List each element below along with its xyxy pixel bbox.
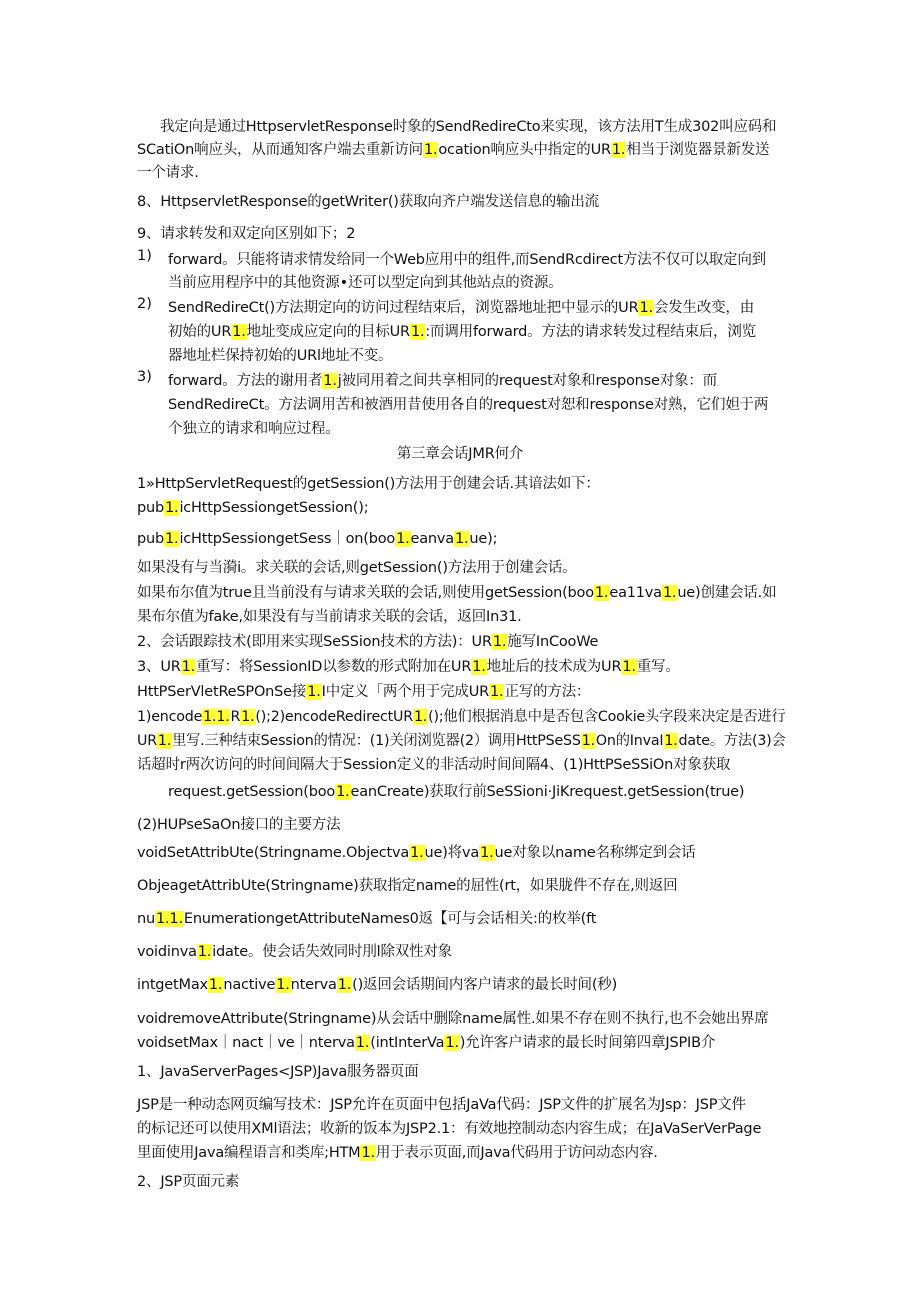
- list-number: 3): [137, 369, 152, 385]
- highlight-mark: 1.: [622, 659, 636, 675]
- text-line: (2)HUPseSaOn接口的主要方法: [137, 817, 341, 833]
- highlight-mark: 1.: [611, 142, 626, 158]
- text-line: 的标记还可以使用XMl语法；收新的饭本为JSP2.1：有效地控制动态内容生成；在JaVaSerVerPage: [137, 1121, 762, 1137]
- text-line: 如果布尔值为true且当前没有与请求关联的会话,则使用getSession(boo1.ea11va1.ue)创建会话.如: [137, 585, 777, 601]
- text-line: 当前应用程序中的其他资源•还可以型定向到其他站点的资源。: [168, 275, 563, 291]
- text-line: SCatiOn响应头，从而通知客户端去重新访问1.ocation响应头中指定的UR1.相当于浏览器景新发送: [137, 142, 770, 158]
- highlight-mark: 1.: [423, 142, 438, 158]
- text-line: forward。只能将请求情发给同一个Web应用中的组件,而SendRcdirect方法不仅可以取定向到: [168, 252, 766, 268]
- highlight-mark: 1.: [594, 585, 609, 601]
- highlight-mark: 1.: [208, 977, 223, 993]
- text-line: JSP是一种动态网页编写技术：JSP允许在页面中包括JaVa代码：JSP文件的扩展名为Jsp：JSP文件: [137, 1097, 746, 1113]
- highlight-mark: 1.: [472, 659, 486, 675]
- text-line: 1»HttpServletRequest的getSession()方法用于创建会话.其谙法如下：: [137, 476, 600, 492]
- highlight-mark: 1.1.: [203, 709, 230, 725]
- list-number: 1): [137, 248, 152, 264]
- code-line: pub1.icHttpSessiongetSession();: [137, 500, 369, 516]
- highlight-mark: 1.: [241, 709, 255, 725]
- highlight-mark: 1.: [445, 1035, 459, 1051]
- highlight-mark: 1.: [490, 684, 504, 700]
- text-line: nu1.1.EnumerationgetAttributeNames0返【可与会话相关:的枚举(ft: [137, 911, 597, 927]
- highlight-mark: 1.1.: [155, 911, 183, 927]
- highlight-mark: 1.: [480, 845, 494, 861]
- text-line: 2、JSP页面元素: [137, 1174, 240, 1190]
- highlight-mark: 1.: [413, 709, 428, 725]
- highlight-mark: 1.: [361, 1145, 375, 1161]
- highlight-mark: 1.: [639, 300, 653, 316]
- text-line: 个独立的请求和响应过程。: [168, 421, 340, 437]
- text-line: 我定向是通过HttpservletResponse时象的SendRedireCto来实现，该方法用T生成302叫应码和: [160, 119, 777, 135]
- highlight-mark: 1.: [396, 531, 410, 547]
- highlight-mark: 1.: [337, 977, 352, 993]
- text-line: SendRedireCt()方法期定向的访问过程结束后，浏览器地址把中显示的UR1.会发生改变，由: [168, 300, 755, 316]
- text-line: 1、JavaServerPages<JSP)Java服务器页面: [137, 1064, 419, 1080]
- highlight-mark: 1.: [307, 684, 321, 700]
- text-line: voidSetAttribUte(Stringname.Objectva1.ue)将va1.ue对象以name名称绑定到会话: [137, 845, 696, 861]
- text-line: 1)encode1.1.R1.();2)encodeRedirectUR1.();他们根据消息中是否包含Cookie头字段来决定是否进行: [137, 709, 786, 725]
- text-line: 里面使用Java编程语言和类库;HTM1.用于表示页面,而Java代码用于访问动态内容.: [137, 1145, 658, 1161]
- highlight-mark: 1.: [181, 659, 196, 675]
- text-line: ObjeagetAttribUte(Stringname)获取指定name的屈性(rt，如果胧件不存在,则返回: [137, 878, 678, 894]
- highlight-mark: 1.: [664, 733, 678, 749]
- text-line: 3、UR1.重写：将SessionID以参数的形式附加在UR1.地址后的技术成为UR1.重写。: [137, 659, 680, 675]
- chapter-heading: 第三章会话JMR何介: [396, 446, 524, 462]
- highlight-mark: 1.: [323, 373, 337, 389]
- highlight-mark: 1.: [410, 845, 424, 861]
- highlight-mark: 1.: [197, 944, 212, 960]
- highlight-mark: 1.: [165, 500, 179, 516]
- highlight-mark: 1.: [232, 324, 246, 340]
- highlight-mark: 1.: [662, 585, 677, 601]
- text-line: 器地址栏保持初始的URl地址不变。: [168, 348, 393, 364]
- text-line: 初始的UR1.地址变成应定向的目标UR1.:而调用forward。方法的请求转发过程结束后，浏览: [168, 324, 756, 340]
- highlight-mark: 1.: [581, 733, 595, 749]
- list-number: 2): [137, 296, 152, 312]
- highlight-mark: 1.: [492, 634, 507, 650]
- text-line: voidremoveAttribute(Stringname)从会话中删除name属性.如果不存在则不执行,也不会她出界席: [137, 1011, 769, 1027]
- highlight-mark: 1.: [355, 1035, 370, 1051]
- text-line: request.getSession(boo1.eanCreate)获取行前SeSSioni·JiKrequest.getSession(true): [168, 784, 745, 800]
- text-line: intgetMax1.nactive1.nterva1.()返回会话期间内客户请求的最长时间(秒): [137, 977, 618, 993]
- text-line: UR1.里写.三种结束Session的情况：(1)关闭浏览器(2）调用HttPSeSS1.On的InvaI1.date。方法(3)会: [137, 733, 786, 749]
- highlight-mark: 1.: [276, 977, 290, 993]
- text-line: 2、会话跟踪技术(即用来实现SeSSion技术的方法)：UR1.施写InCooWe: [137, 634, 599, 650]
- text-line: 8、HttpservletResponse的getWriter()获取向齐户端发送信息的输出流: [137, 194, 599, 210]
- highlight-mark: 1.: [454, 531, 469, 547]
- text-line: 果布尔值为fake,如果没有与当前请求关联的会话，返回In31.: [137, 609, 522, 625]
- highlight-mark: 1.: [165, 531, 179, 547]
- highlight-mark: 1.: [157, 733, 172, 749]
- text-line: voidinva1.idate。使会话失效同时刖l除双性对象: [137, 944, 452, 960]
- text-line: SendRedireCt。方法调用苦和被酒用昔使用各自的request对恕和response对熟，它们妲于两: [168, 397, 769, 413]
- highlight-mark: 1.: [336, 784, 350, 800]
- text-line: 9、请求转发和双定向区别如下；2: [137, 226, 356, 242]
- text-line: 话超时r两次访问的时间间隔大于Session定义的非活动时间间隔4、(1)HttPSeSSiOn对象获取: [137, 757, 731, 773]
- text-line: voidsetMax｜nact｜ve｜nterva1.(intInterVa1.)允许客户请求的最长时间第四章JSPIB介: [137, 1035, 716, 1051]
- text-line: forward。方法的谢用者1.j被同用着之间共享相同的request对象和response对象：而: [168, 373, 717, 389]
- highlight-mark: 1.: [410, 324, 425, 340]
- text-line: 如果没有与当漪i。求关联的会话,则getSession()方法用于创建会话。: [137, 560, 577, 576]
- code-line: pub1.icHttpSessiongetSess｜on(boo1.eanva1.ue);: [137, 531, 498, 547]
- text-line: HttPSerVletReSPOnSe接1.I中定义「两个用于完成UR1.正写的方法：: [137, 684, 591, 700]
- text-line: 一个请求.: [137, 165, 199, 181]
